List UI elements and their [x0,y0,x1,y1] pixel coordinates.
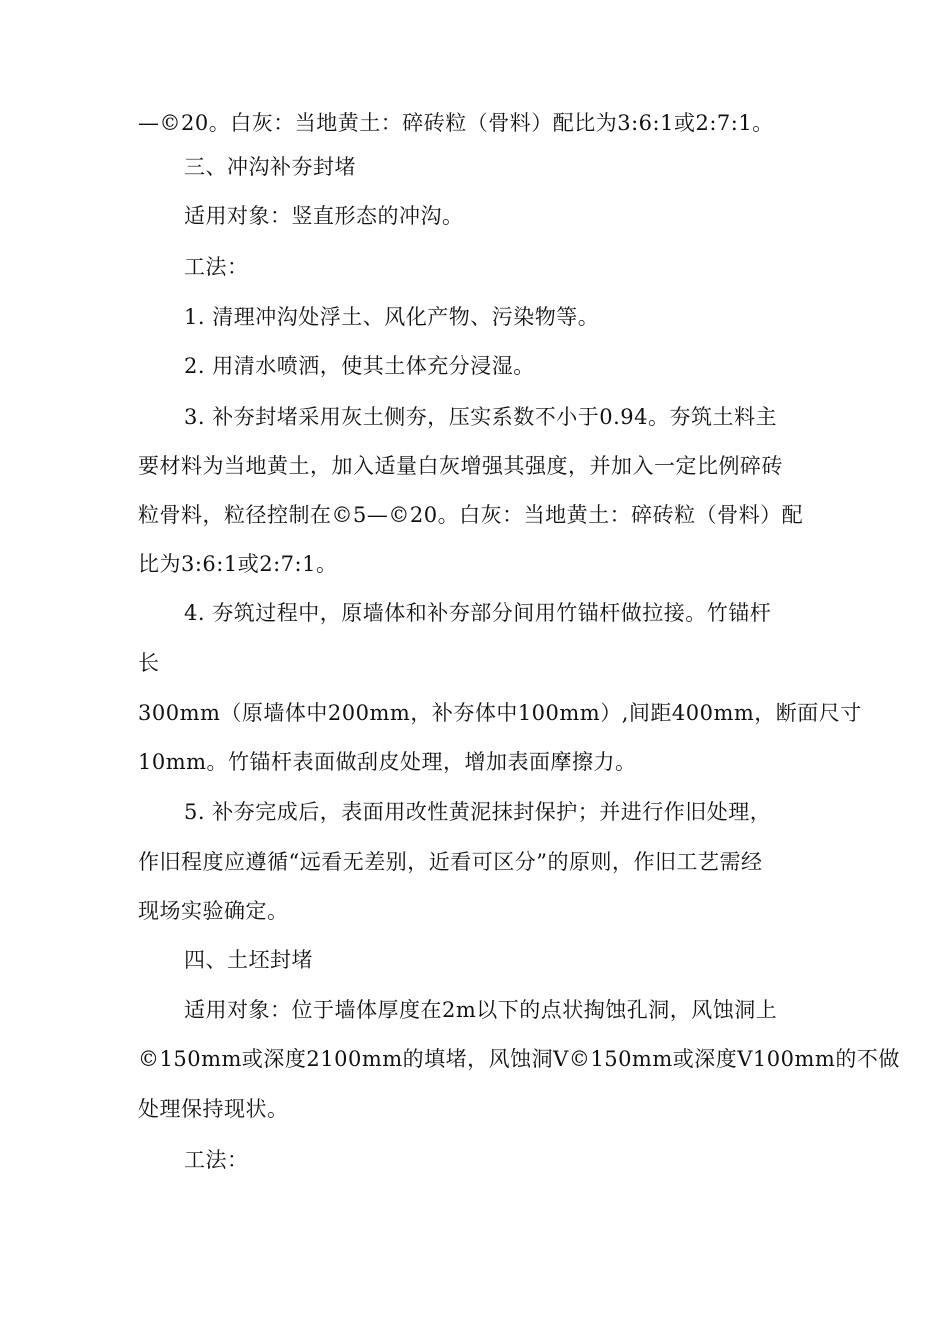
text-line: 长 [138,651,160,675]
text-line: 适用对象：位于墙体厚度在2m以下的点状掏蚀孔洞，风蚀洞上 [184,998,778,1022]
text-line: 工法： [184,1148,249,1172]
text-line: 工法： [184,255,249,279]
section-heading: 三、冲沟补夯封堵 [184,155,356,179]
list-item: 4. 夯筑过程中，原墙体和补夯部分间用竹锚杆做拉接。竹锚杆 [184,601,772,625]
text-line: 10mm。竹锚杆表面做刮皮处理，增加表面摩擦力。 [138,750,637,774]
text-line: 现场实验确定。 [138,899,289,923]
list-item: 2. 用清水喷洒，使其土体充分浸湿。 [184,354,535,378]
text-line: —©20。白灰：当地黄土：碎砖粒（骨料）配比为3:6:1或2:7:1。 [138,111,774,135]
list-item: 3. 补夯封堵采用灰土侧夯，压实系数不小于0.94。夯筑土料主 [184,405,777,429]
text-line: 要材料为当地黄土，加入适量白灰增强其强度，并加入一定比例碎砖 [138,454,783,478]
text-line: 适用对象：竖直形态的冲沟。 [184,204,464,228]
list-item: 5. 补夯完成后，表面用改性黄泥抹封保护；并进行作旧处理， [184,800,772,824]
text-line: 300mm（原墙体中200mm，补夯体中100mm）,间距400mm，断面尺寸 [138,701,862,725]
text-line: 比为3:6:1或2:7:1。 [138,552,338,576]
list-item: 1. 清理冲沟处浮土、风化产物、污染物等。 [184,305,600,329]
section-heading: 四、土坯封堵 [184,948,313,972]
text-line: 处理保持现状。 [138,1097,289,1121]
text-line: 粒骨料，粒径控制在©5—©20。白灰：当地黄土：碎砖粒（骨料）配 [138,503,804,527]
text-line: ©150mm或深度2100mm的填堵，风蚀洞V©150mm或深度V100mm的不做 [138,1047,900,1071]
text-line: 作旧程度应遵循“远看无差别，近看可区分”的原则，作旧工艺需经 [138,850,763,874]
